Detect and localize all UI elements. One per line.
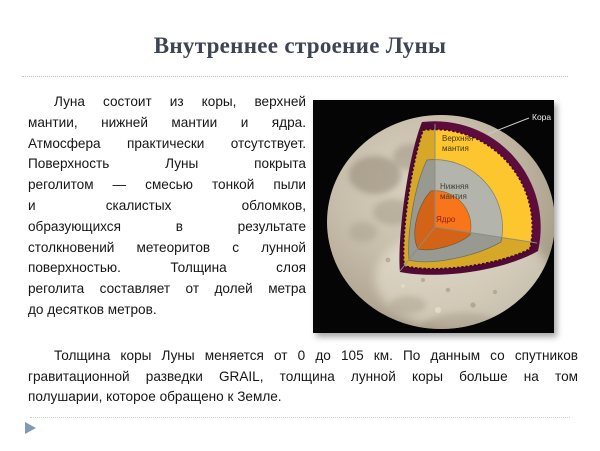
moon-cutaway-diagram — [313, 100, 554, 333]
moon-structure-figure — [313, 100, 554, 333]
text-line: до десятков метров. — [28, 301, 157, 317]
text-line: мантии, нижней мантии и ядра. — [28, 114, 306, 130]
text-line: Атмосфера практически отсутствует. — [28, 135, 306, 151]
body-paragraph — [28, 92, 306, 321]
text-line: и скалистых обломков, — [28, 197, 306, 213]
text-line: поверхностью. Толщина слоя — [28, 260, 306, 276]
text-line: Толщина коры Луны меняется от 0 до 105 км. По данным со спутников — [54, 348, 578, 363]
title-separator — [22, 76, 568, 77]
footer-separator — [30, 417, 570, 418]
text-line: столкновений метеоритов с лунной — [28, 239, 306, 255]
lower-mantle-label-line1: Нижняя — [440, 182, 469, 191]
core-label: Ядро — [436, 215, 456, 224]
page-title: Внутреннее строение Луны — [153, 33, 447, 58]
bottom-paragraph — [28, 346, 578, 408]
upper-mantle-label-line1: Верхняя — [442, 134, 474, 143]
text-line: образующихся в результате — [28, 218, 306, 234]
upper-mantle-label-line2: мантия — [442, 144, 469, 153]
lower-mantle-label-line2: мантия — [440, 192, 467, 201]
text-line: реголита составляет от долей метра — [28, 281, 306, 297]
text-line: реголитом — смесью тонкой пыли — [28, 177, 306, 193]
next-slide-arrow-icon — [25, 422, 36, 434]
text-line: гравитационной разведки GRAIL, толщина лунной коры больше на том — [28, 368, 578, 384]
crust-label: Кора — [532, 112, 552, 122]
text-line: полушарии, которое обращено к Земле. — [28, 389, 282, 405]
text-line: Поверхность Луны покрыта — [28, 156, 306, 172]
text-line: Луна состоит из коры, верхней — [54, 94, 306, 109]
